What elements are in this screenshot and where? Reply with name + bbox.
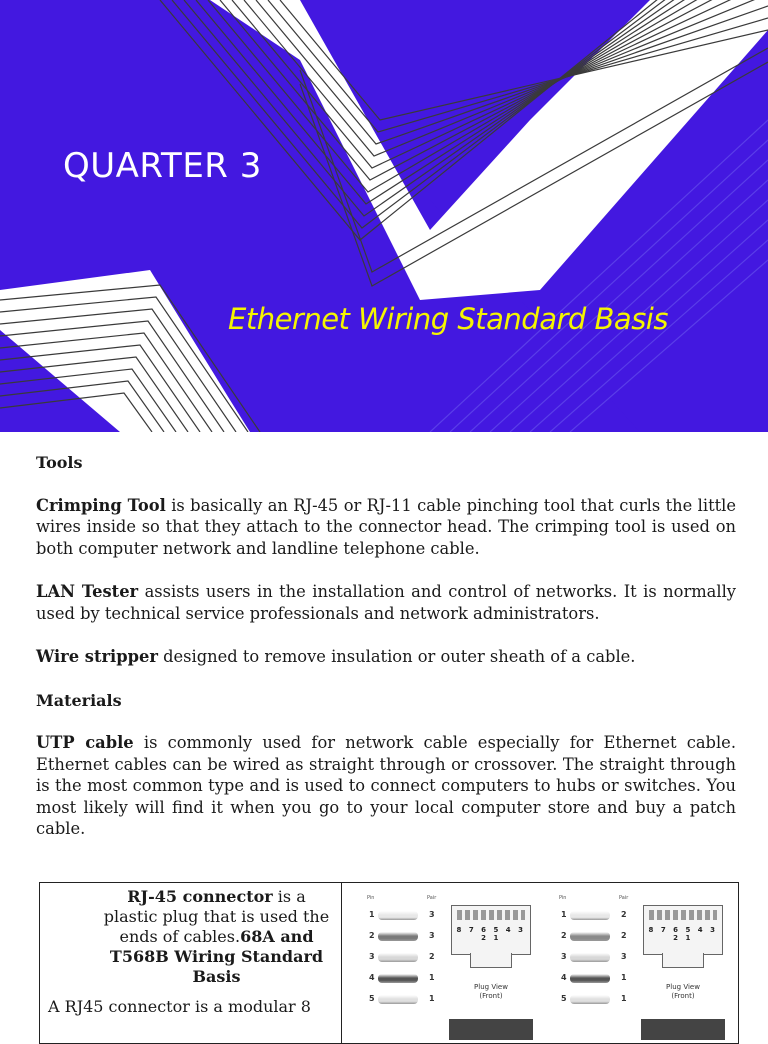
plug-tab-icon: [470, 953, 512, 968]
plug-pin-numbers: 8 7 6 5 4 3 2 1: [456, 926, 526, 942]
wire-icon: [378, 995, 418, 1004]
wire-icon: [570, 995, 610, 1004]
wire-icon: [378, 974, 418, 983]
rj45-table: [39, 882, 739, 1044]
rj45-description-cell: [40, 883, 342, 1043]
plug-bottom-icon: [641, 1019, 725, 1040]
crimping-tool-paragraph: [36, 495, 736, 560]
pin-row: [543, 909, 638, 923]
plug-contacts: [457, 910, 525, 920]
pair-number: 3: [621, 952, 627, 961]
wire-icon: [570, 932, 610, 941]
pin-header: Pin: [559, 895, 567, 901]
pin-number: 5: [369, 994, 375, 1003]
pin-row: [543, 930, 638, 944]
pin-row: [351, 972, 446, 986]
pin-number: 3: [561, 952, 567, 961]
pin-number: 3: [369, 952, 375, 961]
rj45-plug-icon: [643, 905, 723, 955]
pair-number: 1: [621, 994, 627, 1003]
materials-heading: Materials: [36, 690, 122, 710]
pair-number: 1: [429, 973, 435, 982]
pair-number: 1: [429, 994, 435, 1003]
lan-tester-term: LAN Tester: [36, 582, 139, 601]
pin-row: [351, 909, 446, 923]
pin-row: [351, 951, 446, 965]
tools-heading: Tools: [36, 453, 83, 472]
pin-header: Pin: [367, 895, 375, 901]
t568b-diagram: [543, 887, 733, 1037]
wiring-standard-label: 68A and T568B Wiring Standard Basis: [109, 927, 324, 986]
pin-row: [351, 930, 446, 944]
rj45-text: is a plastic plug that is used the ends of cables.: [103, 887, 330, 946]
rj45-heading: [40, 883, 341, 987]
lesson-content: [36, 452, 736, 862]
utp-cable-paragraph: [36, 732, 736, 840]
t568a-diagram: [351, 887, 541, 1037]
wire-stripper-text: designed to remove insulation or outer sheath of a cable.: [157, 647, 636, 666]
lan-tester-text: assists users in the installation and control of networks. It is normally used by technical service professionals and network administrators.: [36, 582, 736, 623]
pin-number: 1: [561, 910, 567, 919]
title-banner: [0, 0, 768, 432]
pin-number: 1: [369, 910, 375, 919]
plug-contacts: [649, 910, 717, 920]
crimping-tool-text: is basically an RJ-45 or RJ-11 cable pinching tool that curls the little wires inside so that they attach to the connector head. The crimping tool is used on both computer network and landline telephone cable.: [36, 495, 736, 558]
pair-header: Pair: [619, 895, 629, 901]
wire-stripper-paragraph: [36, 646, 736, 668]
topic-title: Ethernet Wiring Standard Basis: [228, 302, 668, 336]
lan-tester-paragraph: [36, 581, 736, 624]
rj45-term: RJ-45 connector: [127, 887, 273, 906]
wire-stripper-term: Wire stripper: [36, 647, 158, 666]
plug-view-label: Plug View (Front): [666, 983, 700, 1000]
pin-row: [351, 993, 446, 1007]
wiring-diagram-cell: [343, 883, 737, 1043]
pair-number: 3: [429, 931, 435, 940]
utp-cable-term: UTP cable: [36, 733, 134, 752]
pair-number: 3: [429, 910, 435, 919]
rj45-body-text: A RJ45 connector is a modular 8: [48, 997, 311, 1016]
wire-icon: [378, 911, 418, 920]
plug-bottom-icon: [449, 1019, 533, 1040]
pair-number: 1: [621, 973, 627, 982]
pin-number: 2: [369, 931, 375, 940]
crimping-tool-term: Crimping Tool: [36, 495, 166, 515]
pair-number: 2: [621, 910, 627, 919]
plug-tab-icon: [662, 953, 704, 968]
pair-number: 2: [621, 931, 627, 940]
pin-row: [543, 972, 638, 986]
pin-row: [543, 951, 638, 965]
utp-cable-text: is commonly used for network cable especially for Ethernet cable. Ethernet cables can be wired as straight through or crossover. The straight through is the most common type and is used to connect computers to hubs or switches. You most likely will find it when you go to your local computer store and buy a patch cable.: [36, 733, 736, 838]
wire-icon: [570, 911, 610, 920]
wire-icon: [378, 932, 418, 941]
wire-icon: [570, 974, 610, 983]
pin-row: [543, 993, 638, 1007]
banner-background: [0, 0, 768, 432]
pair-header: Pair: [427, 895, 437, 901]
rj45-plug-icon: [451, 905, 531, 955]
pin-number: 4: [561, 973, 567, 982]
wire-icon: [378, 953, 418, 962]
wire-icon: [570, 953, 610, 962]
pair-number: 2: [429, 952, 435, 961]
quarter-title: QUARTER 3: [63, 146, 262, 186]
pin-number: 2: [561, 931, 567, 940]
pin-number: 5: [561, 994, 567, 1003]
plug-pin-numbers: 8 7 6 5 4 3 2 1: [648, 926, 718, 942]
pin-number: 4: [369, 973, 375, 982]
plug-view-label: Plug View (Front): [474, 983, 508, 1000]
